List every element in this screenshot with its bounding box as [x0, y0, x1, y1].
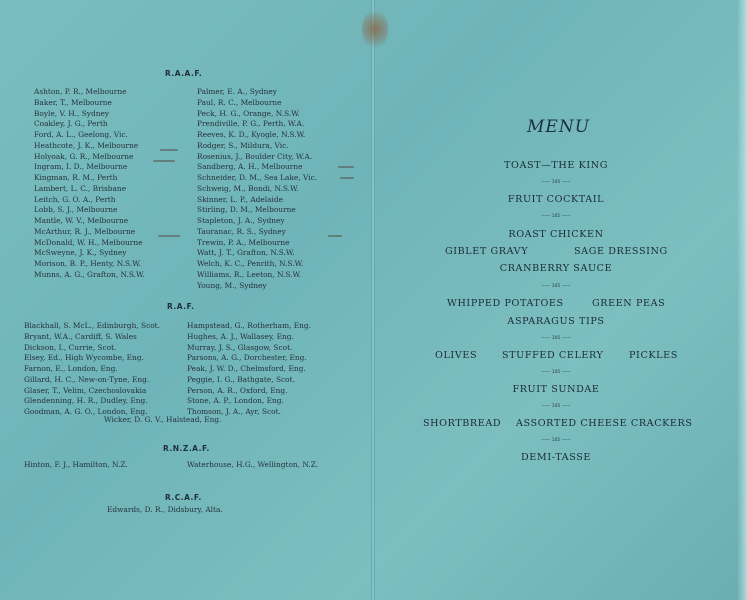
- rnzaf-left-name: Hinton, F. J., Hamilton, N.Z.: [24, 460, 128, 469]
- raf-left-list: [24, 321, 160, 418]
- roster-name: Peck, H. G., Orange, N.S.W.: [197, 108, 300, 118]
- roster-name: Skinner, L. P., Adelaide: [197, 194, 284, 204]
- roster-name: Gillard, H. C., New-on-Tyne, Eng.: [24, 374, 150, 384]
- menu-item-giblet-gravy: GIBLET GRAVY: [445, 246, 529, 257]
- menu-divider: —— 105 ——: [541, 438, 571, 443]
- pencil-mark: [340, 177, 354, 179]
- roster-name: Stapleton, J. A., Sydney: [197, 216, 285, 225]
- menu-item-toast: TOAST—THE KING: [504, 160, 608, 171]
- roster-name: Person, A. R., Oxford, Eng.: [187, 385, 288, 395]
- raaf-heading: R.A.A.F.: [165, 69, 203, 78]
- roster-name: Elsey, Ed., High Wycombe, Eng.: [24, 353, 144, 363]
- roster-name: Glaser, T., Velim, Czechoslovakia: [24, 385, 147, 395]
- rnzaf-heading: R.N.Z.A.F.: [163, 444, 210, 453]
- center-fold: [371, 0, 375, 600]
- roster-name: Watt, J. T., Grafton, N.S.W.: [197, 248, 295, 258]
- menu-item-asparagus-tips: ASPARAGUS TIPS: [507, 316, 605, 327]
- roster-name: Dickson, I., Currie, Scot.: [24, 342, 117, 352]
- menu-item-shortbread: SHORTBREAD: [423, 418, 502, 429]
- roster-name: Young, M., Sydney: [197, 280, 267, 290]
- roster-name: McDonald, W. H., Melbourne: [34, 237, 143, 247]
- roster-name: Schweig, M., Bondi, N.S.W.: [197, 183, 299, 193]
- roster-name: McSweyne, J. K., Sydney: [34, 248, 127, 258]
- menu-item-fruit-sundae: FRUIT SUNDAE: [512, 384, 600, 395]
- roster-name: Schneider, D. M., Sea Lake, Vic.: [197, 173, 318, 182]
- pencil-mark: [328, 235, 342, 237]
- pencil-mark: [153, 160, 175, 162]
- roster-name: Hughes, A. J., Wallasey, Eng.: [187, 331, 294, 341]
- roster-name: Boyle, V. H., Sydney: [34, 108, 110, 118]
- menu-divider: —— 105 ——: [541, 180, 571, 185]
- roster-name: Leitch, G. O. A., Perth: [34, 194, 116, 204]
- menu-item-assorted-cheese-crackers: ASSORTED CHEESE CRACKERS: [516, 418, 693, 429]
- roster-name: Stirling, D. M., Melbourne: [197, 205, 296, 215]
- rnzaf-right-name: Waterhouse, H.G., Wellington, N.Z.: [187, 460, 319, 469]
- roster-name: Trewin, P. A., Melbourne: [197, 237, 290, 247]
- roster-name: Lambert, L. C., Brisbane: [34, 183, 127, 193]
- raf-heading: R.A.F.: [167, 302, 195, 311]
- roster-name: Farnon, E., London, Eng.: [24, 364, 118, 373]
- roster-name: Peggie, I. G., Bathgate, Scot.: [187, 374, 295, 384]
- edge-wear: [737, 0, 747, 600]
- pencil-mark: [158, 235, 180, 237]
- menu-item-stuffed-celery: STUFFED CELERY: [502, 350, 604, 361]
- rcaf-name: Edwards, D. R., Didsbury, Alta.: [107, 505, 223, 514]
- menu-item-sage-dressing: SAGE DRESSING: [574, 246, 668, 257]
- roster-name: Blackhall, S. McL., Edinburgh, Scot.: [24, 321, 161, 330]
- roster-name: Thomson, J. A., Ayr, Scot.: [187, 407, 281, 416]
- roster-name: Prendiville, P. G., Perth, W.A.: [197, 119, 305, 129]
- roster-name: Kingman, R. M., Perth: [34, 173, 118, 182]
- roster-name: Paul, R. C., Melbourne: [197, 97, 282, 107]
- roster-name: Bryant, W.A., Cardiff, S. Wales: [24, 331, 137, 341]
- raf-right-list: [187, 321, 311, 418]
- raaf-right-list: [197, 87, 317, 291]
- roster-name: Morison, B. P., Henty, N.S.W.: [34, 259, 141, 268]
- roster-name: Holyoak, G. R., Melbourne: [34, 151, 134, 161]
- roster-name: Peak, J. W. D., Chelmsford, Eng.: [187, 364, 306, 373]
- menu-item-demi-tasse: DEMI-TASSE: [521, 452, 591, 463]
- roster-name: Hampstead, G., Rotherham, Eng.: [187, 321, 312, 330]
- menu-item-roast-chicken: ROAST CHICKEN: [508, 229, 604, 240]
- roster-name: Rosenius, J., Boulder City, W.A.: [197, 151, 313, 161]
- roster-name: Heathcote, J. K., Melbourne: [34, 140, 139, 150]
- pencil-mark: [160, 149, 178, 151]
- roster-name: Ford, A. L., Geelong, Vic.: [34, 130, 128, 139]
- roster-name: Welch, K. C., Penrith, N.S.W.: [197, 259, 304, 268]
- roster-name: Stone, A. P., London, Eng.: [187, 396, 284, 406]
- menu-divider: —— 105 ——: [541, 284, 571, 289]
- roster-name: Tauranac, R. S., Sydney: [197, 226, 286, 236]
- roster-name: Rodger, S., Mildura, Vic.: [197, 140, 289, 150]
- menu-item-pickles: PICKLES: [629, 350, 678, 361]
- roster-name: Goodman, A. G. O., London, Eng.: [24, 407, 148, 416]
- roster-name: Coakley, J. G., Perth: [34, 119, 108, 129]
- roster-name: Ashton, P. R., Melbourne: [34, 87, 127, 96]
- roster-name: Sandberg, A. H., Melbourne: [197, 162, 303, 172]
- water-stain: [362, 8, 388, 50]
- roster-name: Murray, J. S., Glasgow, Scot.: [187, 342, 293, 352]
- roster-name: Williams, R., Leeton, N.S.W.: [197, 269, 302, 279]
- pencil-mark: [338, 166, 354, 168]
- roster-name: Lobb, S. J., Melbourne: [34, 205, 118, 215]
- rcaf-heading: R.C.A.F.: [165, 493, 202, 502]
- menu-title: MENU: [527, 117, 591, 137]
- menu-divider: —— 105 ——: [541, 370, 571, 375]
- menu-item-whipped-potatoes: WHIPPED POTATOES: [447, 298, 564, 309]
- menu-item-cranberry-sauce: CRANBERRY SAUCE: [499, 263, 613, 274]
- roster-name: Baker, T., Melbourne: [34, 97, 112, 107]
- raaf-left-list: [34, 87, 145, 281]
- menu-divider: —— 105 ——: [541, 404, 571, 409]
- menu-divider: —— 105 ——: [541, 336, 571, 341]
- roster-name: Palmer, E. A., Sydney: [197, 87, 277, 96]
- roster-name: Ingram, I. D., Melbourne: [34, 162, 128, 172]
- roster-name: Parsons, A. G., Dorchester, Eng.: [187, 353, 307, 363]
- menu-divider: —— 105 ——: [541, 214, 571, 219]
- roster-name: McArthur, R. J., Melbourne: [34, 226, 136, 236]
- raf-last-name: Wicker, D. G. V., Halstead, Eng.: [104, 415, 222, 424]
- roster-name: Munns, A. G., Grafton, N.S.W.: [34, 269, 145, 279]
- menu-item-olives: OLIVES: [435, 350, 478, 361]
- menu-item-green-peas: GREEN PEAS: [592, 298, 666, 309]
- menu-item-fruit-cocktail: FRUIT COCKTAIL: [507, 194, 605, 205]
- roster-name: Glendenning, H. R., Dudley, Eng.: [24, 396, 148, 406]
- roster-name: Reeves, K. D., Kyogle, N.S.W.: [197, 130, 306, 139]
- roster-name: Mantle, W. V., Melbourne: [34, 216, 129, 225]
